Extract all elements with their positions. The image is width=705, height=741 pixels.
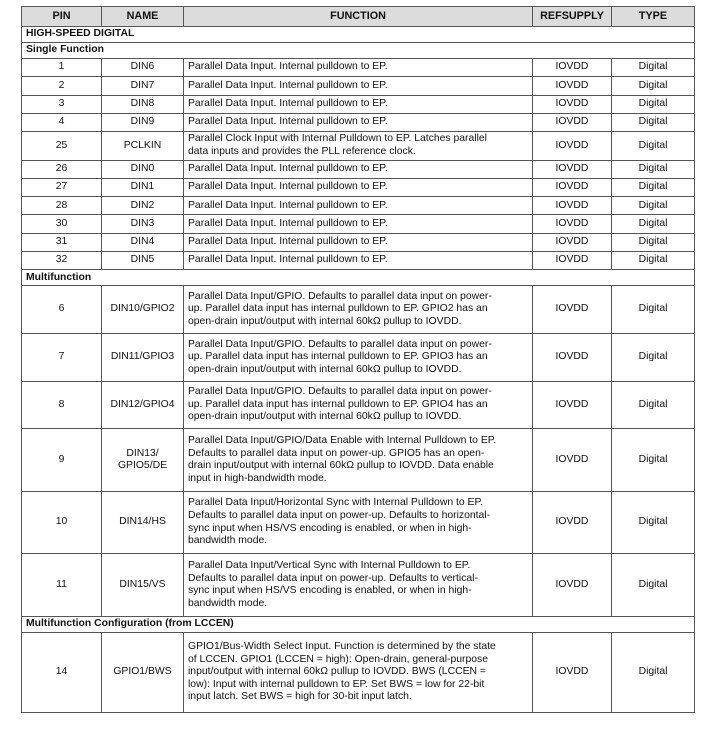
type-cell: Digital — [612, 286, 695, 334]
function-line: input latch. Set BWS = high for 30-bit input latch. — [188, 691, 412, 703]
function-line: Parallel Data Input. Internal pulldown to EP. — [188, 61, 388, 73]
type-cell: Digital — [612, 95, 695, 113]
type-cell: Digital — [612, 233, 695, 251]
type-cell: Digital — [612, 381, 695, 429]
refsupply-cell: IOVDD — [533, 252, 612, 270]
function-line: open-drain input/output with internal 60kΩ pullup to IOVDD. — [188, 363, 462, 375]
pin-cell: 30 — [22, 215, 102, 233]
refsupply-cell: IOVDD — [533, 632, 612, 712]
name-line: DIN13/ — [126, 447, 159, 459]
function-cell — [184, 632, 533, 712]
table-row — [22, 113, 695, 131]
name-cell: DIN1 — [102, 178, 184, 196]
function-cell — [184, 381, 533, 429]
type-cell: Digital — [612, 632, 695, 712]
name-cell: DIN8 — [102, 95, 184, 113]
function-line: up. Parallel data input has internal pulldown to EP. GPIO2 has an — [188, 303, 488, 315]
pin-cell: 3 — [22, 95, 102, 113]
refsupply-cell: IOVDD — [533, 429, 612, 492]
header-row — [22, 7, 695, 27]
refsupply-cell: IOVDD — [533, 381, 612, 429]
pin-cell: 31 — [22, 233, 102, 251]
table-row — [22, 252, 695, 270]
function-line: data inputs and provides the PLL reference clock. — [188, 145, 416, 157]
table-row — [22, 381, 695, 429]
refsupply-cell: IOVDD — [533, 59, 612, 77]
section-title: Multifunction — [22, 270, 695, 286]
function-line: Parallel Data Input. Internal pulldown to EP. — [188, 199, 388, 211]
refsupply-cell: IOVDD — [533, 554, 612, 617]
col-header-type: TYPE — [612, 7, 695, 27]
type-cell: Digital — [612, 178, 695, 196]
function-cell — [184, 429, 533, 492]
function-line: low): Input with internal pulldown to EP. Set BWS = low for 22-bit — [188, 678, 485, 690]
function-line: Parallel Data Input. Internal pulldown to EP. — [188, 236, 388, 248]
function-cell — [184, 95, 533, 113]
function-line: bandwidth mode. — [188, 597, 268, 609]
table-row — [22, 77, 695, 95]
pin-cell: 27 — [22, 178, 102, 196]
function-cell — [184, 252, 533, 270]
col-header-pin: PIN — [22, 7, 102, 27]
refsupply-cell: IOVDD — [533, 95, 612, 113]
group-title-row — [22, 27, 695, 43]
function-cell — [184, 491, 533, 554]
section-row — [22, 270, 695, 286]
pin-cell: 25 — [22, 132, 102, 160]
pin-cell: 2 — [22, 77, 102, 95]
function-line: Parallel Data Input/Vertical Sync with Internal Pulldown to EP. — [188, 559, 471, 571]
type-cell: Digital — [612, 491, 695, 554]
function-line: Parallel Data Input. Internal pulldown to EP. — [188, 116, 388, 128]
function-line: Parallel Data Input/GPIO/Data Enable with Internal Pulldown to EP. — [188, 434, 497, 446]
type-cell: Digital — [612, 334, 695, 382]
name-cell: DIN2 — [102, 197, 184, 215]
table-row — [22, 215, 695, 233]
name-cell: DIN14/HS — [102, 491, 184, 554]
type-cell: Digital — [612, 197, 695, 215]
function-line: Parallel Data Input/GPIO. Defaults to parallel data input on power- — [188, 290, 492, 302]
function-cell — [184, 59, 533, 77]
function-line: Parallel Data Input/GPIO. Defaults to parallel data input on power- — [188, 386, 492, 398]
type-cell: Digital — [612, 429, 695, 492]
pin-cell: 11 — [22, 554, 102, 617]
function-cell — [184, 215, 533, 233]
name-cell: DIN5 — [102, 252, 184, 270]
name-cell: GPIO1/BWS — [102, 632, 184, 712]
section-row — [22, 616, 695, 632]
name-cell — [102, 429, 184, 492]
function-line: input in high-bandwidth mode. — [188, 472, 327, 484]
function-line: sync input when HS/VS encoding is enabled, or when in high- — [188, 522, 472, 534]
refsupply-cell: IOVDD — [533, 77, 612, 95]
table-row — [22, 132, 695, 160]
name-cell: DIN3 — [102, 215, 184, 233]
group-title: HIGH-SPEED DIGITAL — [22, 27, 695, 43]
function-line: Parallel Data Input. Internal pulldown to EP. — [188, 217, 388, 229]
function-cell — [184, 286, 533, 334]
function-line: Parallel Data Input. Internal pulldown to EP. — [188, 181, 388, 193]
function-line: Parallel Clock Input with Internal Pulldown to EP. Latches parallel — [188, 133, 487, 145]
function-cell — [184, 77, 533, 95]
function-cell — [184, 554, 533, 617]
pin-cell: 6 — [22, 286, 102, 334]
pin-cell: 28 — [22, 197, 102, 215]
table-row — [22, 197, 695, 215]
pin-cell: 32 — [22, 252, 102, 270]
pin-cell: 26 — [22, 160, 102, 178]
pin-cell: 14 — [22, 632, 102, 712]
function-line: GPIO1/Bus-Width Select Input. Function is determined by the state — [188, 640, 496, 652]
pin-cell: 8 — [22, 381, 102, 429]
name-cell: DIN10/GPIO2 — [102, 286, 184, 334]
cropped-caption-strip — [0, 0, 705, 4]
table-row — [22, 233, 695, 251]
refsupply-cell: IOVDD — [533, 215, 612, 233]
table-row — [22, 554, 695, 617]
function-line: up. Parallel data input has internal pulldown to EP. GPIO3 has an — [188, 351, 488, 363]
name-line: GPIO5/DE — [117, 460, 168, 472]
section-title: Single Function — [22, 43, 695, 59]
section-title: Multifunction Configuration (from LCCEN) — [22, 616, 695, 632]
refsupply-cell: IOVDD — [533, 113, 612, 131]
table-row — [22, 334, 695, 382]
refsupply-cell: IOVDD — [533, 178, 612, 196]
table-row — [22, 429, 695, 492]
table-row — [22, 178, 695, 196]
function-cell — [184, 132, 533, 160]
name-cell: PCLKIN — [102, 132, 184, 160]
pin-cell: 1 — [22, 59, 102, 77]
function-line: of LCCEN. GPIO1 (LCCEN = high): Open-drain, general-purpose — [188, 653, 489, 665]
refsupply-cell: IOVDD — [533, 491, 612, 554]
name-cell: DIN15/VS — [102, 554, 184, 617]
refsupply-cell: IOVDD — [533, 197, 612, 215]
table-row — [22, 95, 695, 113]
refsupply-cell: IOVDD — [533, 334, 612, 382]
pin-cell: 4 — [22, 113, 102, 131]
table-row — [22, 59, 695, 77]
function-cell — [184, 197, 533, 215]
function-line: Parallel Data Input/GPIO. Defaults to parallel data input on power- — [188, 338, 492, 350]
col-header-refsupply: REFSUPPLY — [533, 7, 612, 27]
pin-cell: 9 — [22, 429, 102, 492]
col-header-function: FUNCTION — [184, 7, 533, 27]
function-line: Parallel Data Input/Horizontal Sync with Internal Pulldown to EP. — [188, 497, 483, 509]
type-cell: Digital — [612, 77, 695, 95]
function-line: bandwidth mode. — [188, 535, 268, 547]
function-line: open-drain input/output with internal 60kΩ pullup to IOVDD. — [188, 411, 462, 423]
function-line: Parallel Data Input. Internal pulldown to EP. — [188, 254, 388, 266]
pin-description-table — [21, 6, 695, 713]
name-cell: DIN4 — [102, 233, 184, 251]
pin-cell: 10 — [22, 491, 102, 554]
refsupply-cell: IOVDD — [533, 233, 612, 251]
table-row — [22, 491, 695, 554]
table-row — [22, 286, 695, 334]
type-cell: Digital — [612, 160, 695, 178]
function-line: open-drain input/output with internal 60kΩ pullup to IOVDD. — [188, 316, 462, 327]
table-row — [22, 160, 695, 178]
function-cell — [184, 334, 533, 382]
refsupply-cell: IOVDD — [533, 132, 612, 160]
function-line: Defaults to parallel data input on power-up. Defaults to vertical- — [188, 572, 478, 584]
name-cell: DIN6 — [102, 59, 184, 77]
function-line: sync input when HS/VS encoding is enabled, or when in high- — [188, 585, 472, 597]
function-line: Defaults to parallel data input on power-up. GPIO5 has an open- — [188, 447, 485, 459]
col-header-name: NAME — [102, 7, 184, 27]
name-cell: DIN11/GPIO3 — [102, 334, 184, 382]
type-cell: Digital — [612, 59, 695, 77]
table-row — [22, 632, 695, 712]
refsupply-cell: IOVDD — [533, 286, 612, 334]
type-cell: Digital — [612, 554, 695, 617]
function-cell — [184, 233, 533, 251]
name-cell: DIN7 — [102, 77, 184, 95]
function-line: Defaults to parallel data input on power-up. Defaults to horizontal- — [188, 510, 491, 522]
name-cell: DIN9 — [102, 113, 184, 131]
pin-cell: 7 — [22, 334, 102, 382]
type-cell: Digital — [612, 252, 695, 270]
function-line: Parallel Data Input. Internal pulldown to EP. — [188, 97, 388, 109]
type-cell: Digital — [612, 215, 695, 233]
section-row — [22, 43, 695, 59]
type-cell: Digital — [612, 132, 695, 160]
name-cell: DIN12/GPIO4 — [102, 381, 184, 429]
function-cell — [184, 113, 533, 131]
function-line: drain input/output with internal 60kΩ pullup to IOVDD. Data enable — [188, 460, 494, 472]
function-line: Parallel Data Input. Internal pulldown to EP. — [188, 79, 388, 91]
function-cell — [184, 178, 533, 196]
function-line: Parallel Data Input. Internal pulldown to EP. — [188, 162, 388, 174]
function-cell — [184, 160, 533, 178]
function-line: up. Parallel data input has internal pulldown to EP. GPIO4 has an — [188, 398, 488, 410]
type-cell: Digital — [612, 113, 695, 131]
name-cell: DIN0 — [102, 160, 184, 178]
function-line: input/output with internal 60kΩ pullup to IOVDD. BWS (LCCEN = — [188, 666, 486, 678]
refsupply-cell: IOVDD — [533, 160, 612, 178]
